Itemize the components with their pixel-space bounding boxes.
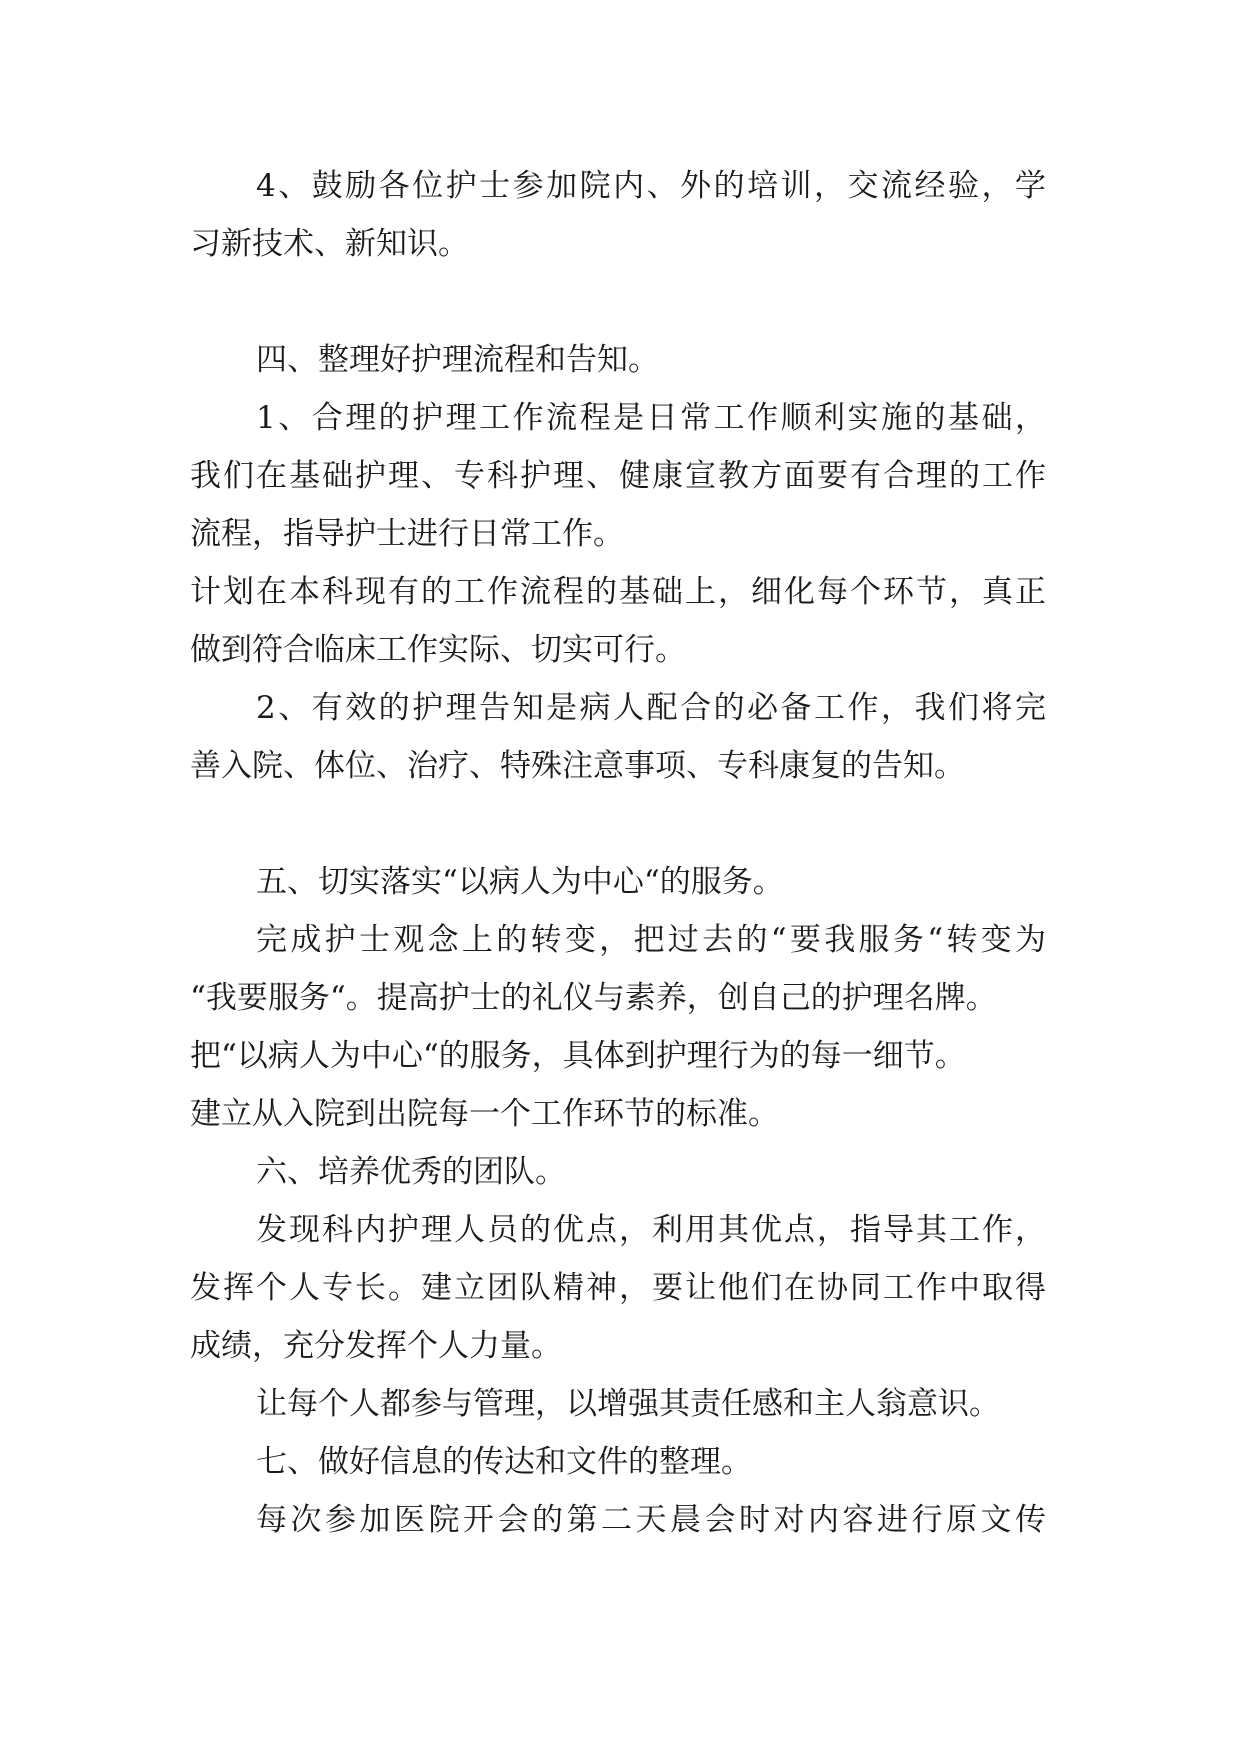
text-line: 习新技术、新知识。 — [190, 226, 469, 262]
text-line: 4、鼓励各位护士参加院内、外的培训，交流经验，学 — [256, 168, 1046, 204]
text-line: 善入院、体位、治疗、特殊注意事项、专科康复的告知。 — [190, 748, 965, 784]
text-line: 2、有效的护理告知是病人配合的必备工作，我们将完 — [256, 690, 1046, 726]
text-line: “我要服务“。提高护士的礼仪与素养，创自己的护理名牌。 — [190, 980, 997, 1016]
text-line: 计划在本科现有的工作流程的基础上，细化每个环节，真正 — [190, 574, 1046, 610]
section-heading: 六、培养优秀的团队。 — [256, 1154, 566, 1190]
text-line: 把“以病人为中心“的服务，具体到护理行为的每一细节。 — [190, 1038, 966, 1074]
text-line: 建立从入院到出院每一个工作环节的标准。 — [190, 1096, 779, 1132]
text-line: 成绩，充分发挥个人力量。 — [190, 1328, 562, 1364]
text-line: 发现科内护理人员的优点，利用其优点，指导其工作， — [256, 1212, 1046, 1248]
text-line: 每次参加医院开会的第二天晨会时对内容进行原文传 — [256, 1502, 1046, 1538]
text-line: 1、合理的护理工作流程是日常工作顺利实施的基础， — [256, 400, 1046, 436]
text-line: 完成护士观念上的转变，把过去的“要我服务“转变为 — [256, 922, 1046, 958]
text-line: 让每个人都参与管理，以增强其责任感和主人翁意识。 — [256, 1386, 1000, 1422]
text-line: 发挥个人专长。建立团队精神，要让他们在协同工作中取得 — [190, 1270, 1046, 1306]
text-line: 我们在基础护理、专科护理、健康宣教方面要有合理的工作 — [190, 458, 1046, 494]
section-heading: 四、整理好护理流程和告知。 — [256, 342, 659, 378]
section-heading: 五、切实落实“以病人为中心“的服务。 — [256, 864, 784, 900]
text-line: 做到符合临床工作实际、切实可行。 — [190, 632, 686, 668]
text-line: 流程，指导护士进行日常工作。 — [190, 516, 624, 552]
section-heading: 七、做好信息的传达和文件的整理。 — [256, 1444, 752, 1480]
